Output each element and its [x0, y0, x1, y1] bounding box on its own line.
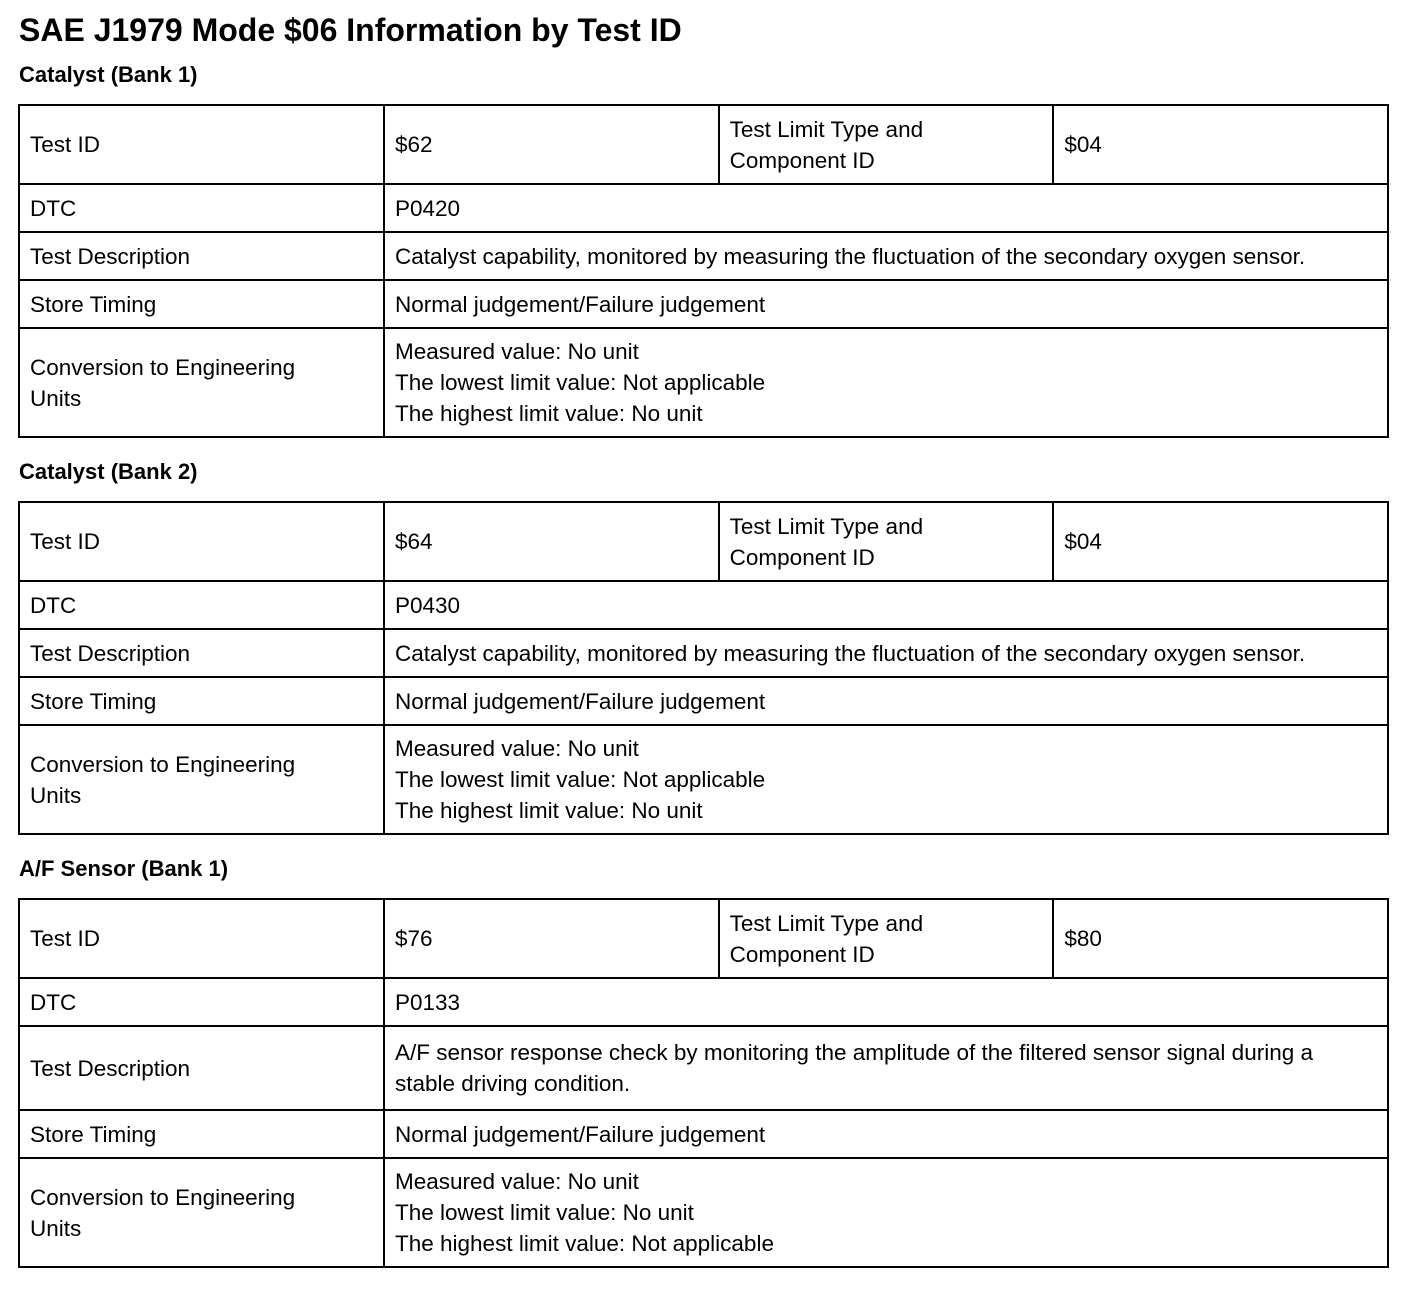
- description-label: Test Description: [19, 629, 384, 677]
- page-title: SAE J1979 Mode $06 Information by Test ID: [19, 12, 682, 48]
- limit-type-value: $80: [1053, 899, 1388, 978]
- test-id-label: Test ID: [19, 899, 384, 978]
- description-label: Test Description: [19, 1026, 384, 1110]
- description-value: A/F sensor response check by monitoring the amplitude of the filtered sensor signal during a stable driving condition.: [384, 1026, 1388, 1110]
- limit-type-label: Test Limit Type and Component ID: [719, 105, 1054, 184]
- table-row: [19, 899, 1388, 978]
- conversion-value: Measured value: No unit The lowest limit value: No unit The highest limit value: Not applicable: [384, 1158, 1388, 1267]
- conversion-label: Conversion to Engineering Units: [19, 328, 384, 437]
- table-row: [19, 978, 1388, 1026]
- conversion-value: Measured value: No unit The lowest limit value: Not applicable The highest limit value: No unit: [384, 725, 1388, 834]
- table-row: [19, 105, 1388, 184]
- test-info-table-catalyst-bank-2: [18, 501, 1389, 835]
- table-row: [19, 1110, 1388, 1158]
- store-timing-value: Normal judgement/Failure judgement: [384, 280, 1388, 328]
- limit-type-label: Test Limit Type and Component ID: [719, 899, 1054, 978]
- test-id-label: Test ID: [19, 502, 384, 581]
- dtc-value: P0133: [384, 978, 1388, 1026]
- table-row: [19, 629, 1388, 677]
- description-value: Catalyst capability, monitored by measuring the fluctuation of the secondary oxygen sensor.: [384, 232, 1388, 280]
- table-row: [19, 581, 1388, 629]
- dtc-value: P0430: [384, 581, 1388, 629]
- table-row: [19, 184, 1388, 232]
- store-timing-label: Store Timing: [19, 280, 384, 328]
- store-timing-label: Store Timing: [19, 1110, 384, 1158]
- conversion-label: Conversion to Engineering Units: [19, 1158, 384, 1267]
- conversion-value: Measured value: No unit The lowest limit value: Not applicable The highest limit value: No unit: [384, 328, 1388, 437]
- table-row: [19, 677, 1388, 725]
- table-row: [19, 328, 1388, 437]
- conversion-label: Conversion to Engineering Units: [19, 725, 384, 834]
- test-info-table-af-sensor-bank-1: [18, 898, 1389, 1268]
- store-timing-label: Store Timing: [19, 677, 384, 725]
- description-value: Catalyst capability, monitored by measuring the fluctuation of the secondary oxygen sensor.: [384, 629, 1388, 677]
- section-heading-af-sensor-bank-1: A/F Sensor (Bank 1): [19, 856, 229, 881]
- table-row: [19, 1158, 1388, 1267]
- dtc-label: DTC: [19, 978, 384, 1026]
- table-row: [19, 232, 1388, 280]
- store-timing-value: Normal judgement/Failure judgement: [384, 677, 1388, 725]
- table-row: [19, 502, 1388, 581]
- section-heading-catalyst-bank-2: Catalyst (Bank 2): [19, 459, 198, 484]
- dtc-label: DTC: [19, 581, 384, 629]
- dtc-value: P0420: [384, 184, 1388, 232]
- test-id-label: Test ID: [19, 105, 384, 184]
- section-heading-catalyst-bank-1: Catalyst (Bank 1): [19, 62, 198, 87]
- dtc-label: DTC: [19, 184, 384, 232]
- store-timing-value: Normal judgement/Failure judgement: [384, 1110, 1388, 1158]
- table-row: [19, 280, 1388, 328]
- table-row: [19, 1026, 1388, 1110]
- table-row: [19, 725, 1388, 834]
- limit-type-value: $04: [1053, 105, 1388, 184]
- limit-type-value: $04: [1053, 502, 1388, 581]
- test-id-value: $62: [384, 105, 719, 184]
- description-label: Test Description: [19, 232, 384, 280]
- test-id-value: $76: [384, 899, 719, 978]
- test-info-table-catalyst-bank-1: [18, 104, 1389, 438]
- limit-type-label: Test Limit Type and Component ID: [719, 502, 1054, 581]
- test-id-value: $64: [384, 502, 719, 581]
